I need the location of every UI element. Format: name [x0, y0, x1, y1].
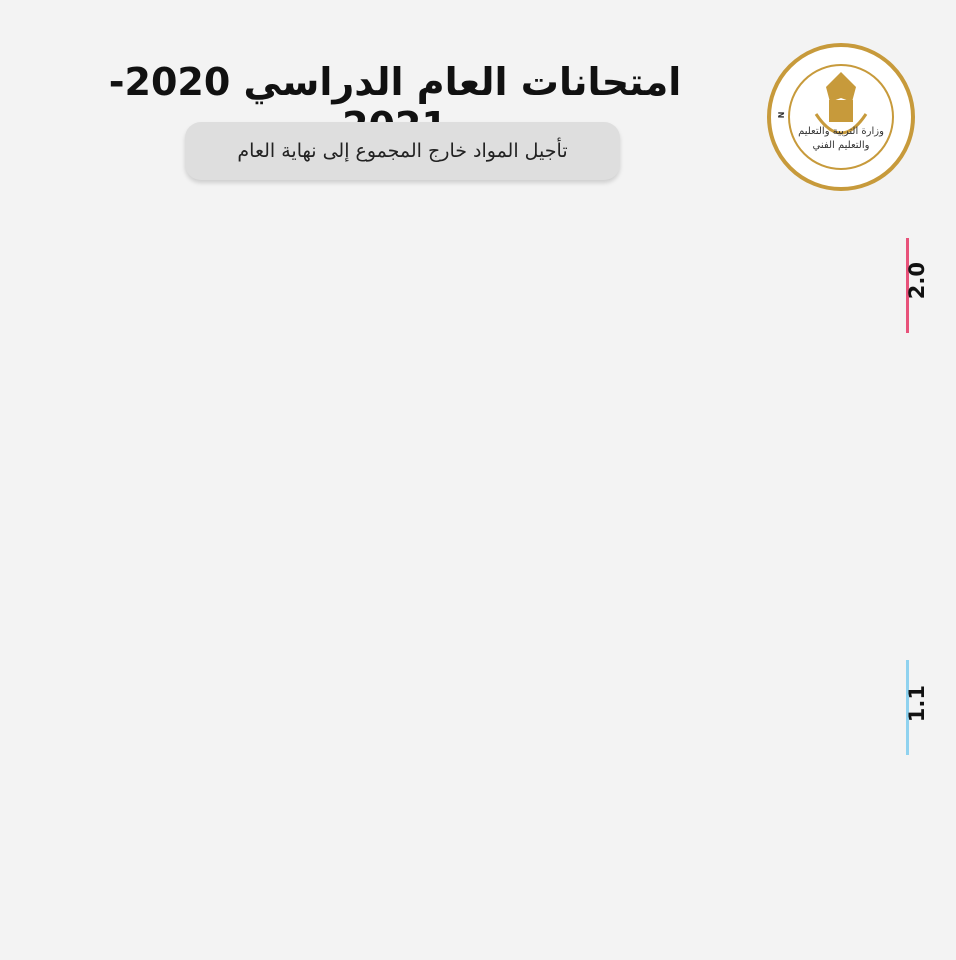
subtitle-banner — [185, 122, 620, 180]
version-label-lower: 1.1 — [905, 685, 929, 723]
ministry-seal-logo — [766, 42, 916, 192]
subtitle-text: تأجيل المواد خارج المجموع إلى نهاية العام — [237, 140, 568, 162]
version-label-upper: 2.0 — [905, 262, 929, 300]
svg-text:وزارة التربية والتعليم: وزارة التربية والتعليم — [798, 126, 884, 137]
svg-text:والتعليم الفني: والتعليم الفني — [812, 140, 870, 151]
svg-text:MINISTRY OF EDUCATION AND TECH: N — [776, 111, 787, 119]
page-title: امتحانات العام الدراسي 2020- — [108, 60, 682, 104]
